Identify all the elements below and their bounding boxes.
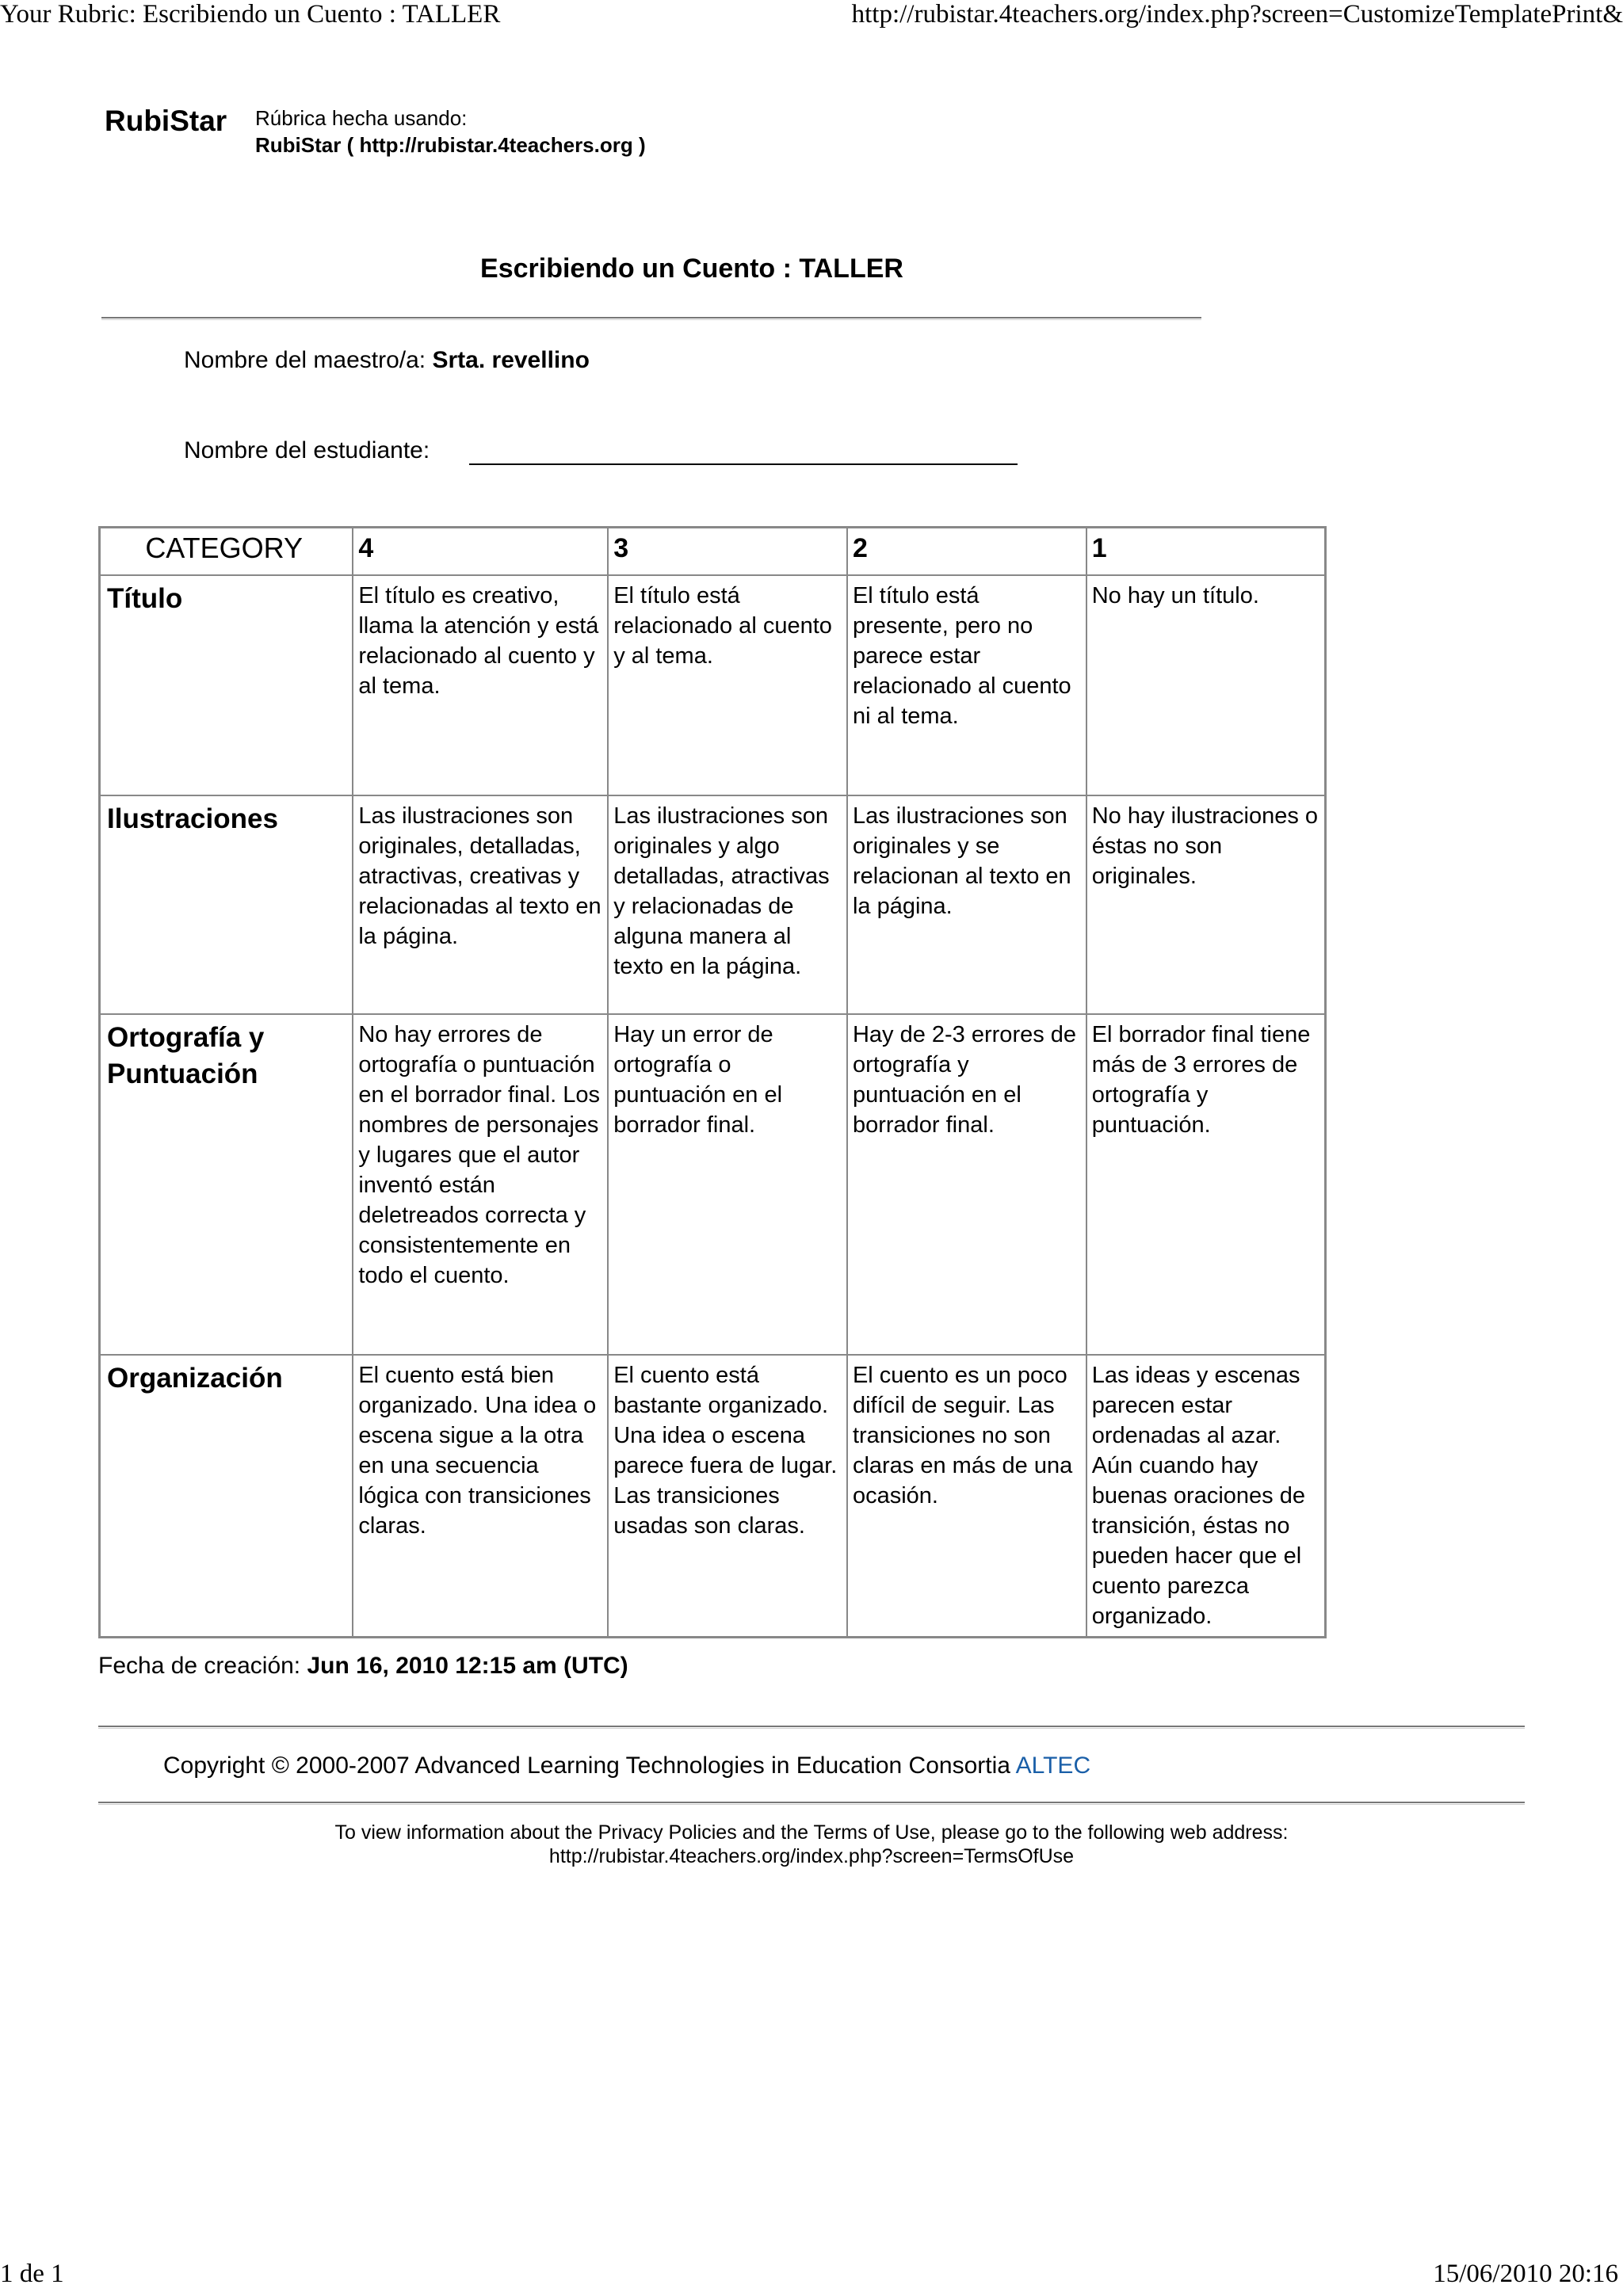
criteria-cell: No hay errores de ortografía o puntuación en el borrador final. Los nombres de personajes y lugares que el autor inventó están deletreados correcta y consistentemente en todo el cuento. <box>353 1014 608 1355</box>
criteria-cell: Hay un error de ortografía o puntuación en el borrador final. <box>608 1014 847 1355</box>
terms-line-2: http://rubistar.4teachers.org/index.php?screen=TermsOfUse <box>548 1845 1075 1867</box>
made-with-label: Rúbrica hecha usando: <box>255 106 468 130</box>
criteria-cell: El título está presente, pero no parece estar relacionado al cuento ni al tema. <box>847 575 1086 795</box>
category-cell: Organización <box>100 1355 353 1638</box>
student-name-blank <box>469 463 1018 465</box>
terms-line-1: To view information about the Privacy Policies and the Terms of Use, please go to the following web address: <box>334 1821 1289 1844</box>
print-footer-page: 1 de 1 <box>0 2260 64 2288</box>
teacher-label: Nombre del maestro/a: <box>184 347 426 373</box>
table-row <box>100 575 1326 795</box>
header-score-2: 2 <box>847 528 1086 575</box>
made-with-note <box>255 105 646 158</box>
copyright-line <box>163 1753 1090 1779</box>
table-row <box>100 1355 1326 1638</box>
creation-date-value: Jun 16, 2010 12:15 am (UTC) <box>307 1653 628 1679</box>
teacher-line <box>184 347 590 374</box>
creation-date-label: Fecha de creación: <box>98 1653 301 1679</box>
rubric-table <box>98 526 1327 1638</box>
category-cell: Título <box>100 575 353 795</box>
rubric-header-row <box>100 528 1326 575</box>
header-category: CATEGORY <box>100 528 353 575</box>
title-divider <box>101 317 1201 320</box>
print-header-title: Your Rubric: Escribiendo un Cuento : TALLER <box>0 0 501 29</box>
header-score-1: 1 <box>1086 528 1326 575</box>
header-score-3: 3 <box>608 528 847 575</box>
terms-notice <box>98 1821 1525 1868</box>
creation-date <box>98 1653 628 1680</box>
footer-divider-top <box>98 1726 1525 1729</box>
criteria-cell: Las ilustraciones son originales y se relacionan al texto en la página. <box>847 795 1086 1014</box>
page-title: Escribiendo un Cuento : TALLER <box>480 254 903 284</box>
criteria-cell: El cuento es un poco difícil de seguir. Las transiciones no son claras en más de una ocasión. <box>847 1355 1086 1638</box>
footer-divider-bottom <box>98 1802 1525 1805</box>
criteria-cell: No hay ilustraciones o éstas no son originales. <box>1086 795 1326 1014</box>
altec-link[interactable]: ALTEC <box>1015 1753 1091 1779</box>
student-label: Nombre del estudiante: <box>184 437 430 463</box>
criteria-cell: El borrador final tiene más de 3 errores de ortografía y puntuación. <box>1086 1014 1326 1355</box>
criteria-cell: El título está relacionado al cuento y al tema. <box>608 575 847 795</box>
rubistar-logo: RubiStar <box>105 105 227 137</box>
category-cell: Ortografía y Puntuación <box>100 1014 353 1355</box>
print-footer-datetime: 15/06/2010 20:16 <box>1433 2260 1618 2288</box>
criteria-cell: El cuento está bastante organizado. Una idea o escena parece fuera de lugar. Las transiciones usadas son claras. <box>608 1355 847 1638</box>
teacher-name: Srta. revellino <box>432 347 590 373</box>
criteria-cell: Las ideas y escenas parecen estar ordenadas al azar. Aún cuando hay buenas oraciones de transición, éstas no pueden hacer que el cuento parezca organizado. <box>1086 1355 1326 1638</box>
header-score-4: 4 <box>353 528 608 575</box>
table-row <box>100 795 1326 1014</box>
criteria-cell: Hay de 2-3 errores de ortografía y puntuación en el borrador final. <box>847 1014 1086 1355</box>
made-with-url: RubiStar ( http://rubistar.4teachers.org ) <box>255 133 646 157</box>
criteria-cell: El título es creativo, llama la atención y está relacionado al cuento y al tema. <box>353 575 608 795</box>
print-header-url: http://rubistar.4teachers.org/index.php?screen=CustomizeTemplatePrint& <box>851 0 1623 29</box>
criteria-cell: No hay un título. <box>1086 575 1326 795</box>
criteria-cell: El cuento está bien organizado. Una idea o escena sigue a la otra en una secuencia lógica con transiciones claras. <box>353 1355 608 1638</box>
category-cell: Ilustraciones <box>100 795 353 1014</box>
criteria-cell: Las ilustraciones son originales y algo detalladas, atractivas y relacionadas de alguna manera al texto en la página. <box>608 795 847 1014</box>
copyright-text: Copyright © 2000-2007 Advanced Learning Technologies in Education Consortia <box>163 1753 1010 1779</box>
table-row <box>100 1014 1326 1355</box>
criteria-cell: Las ilustraciones son originales, detalladas, atractivas, creativas y relacionadas al texto en la página. <box>353 795 608 1014</box>
